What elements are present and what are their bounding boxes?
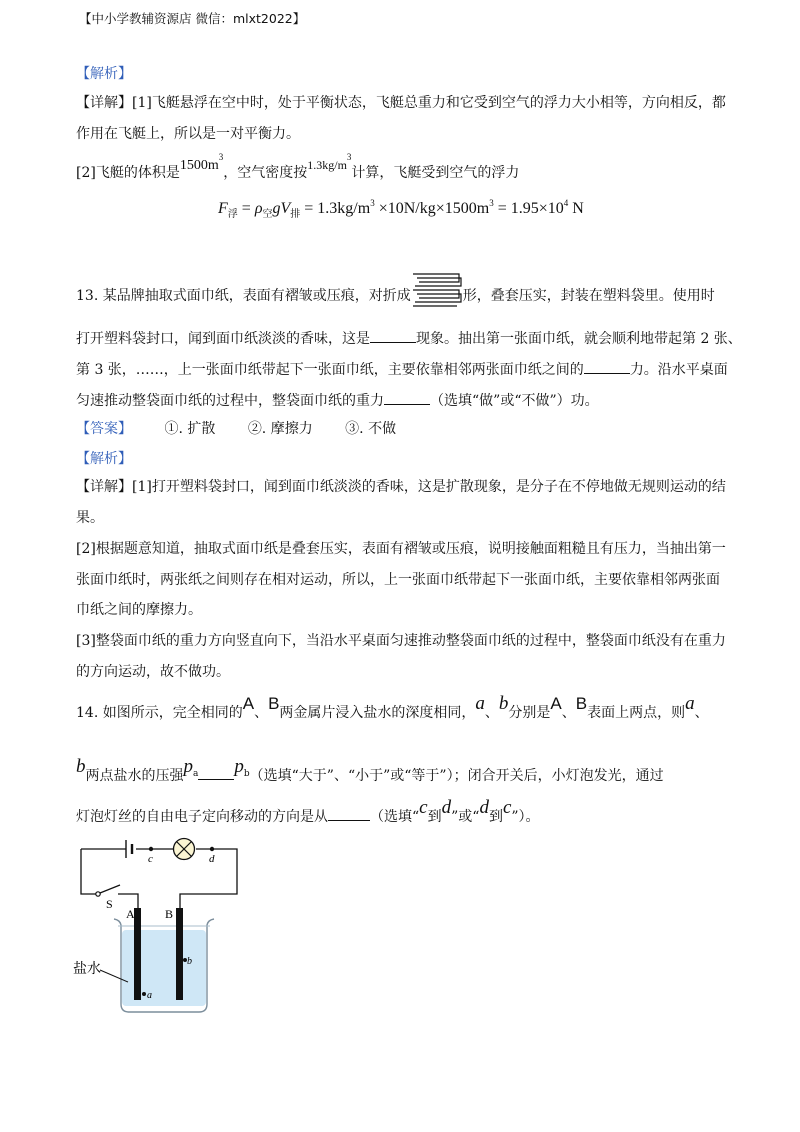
q12-detail-line-3: [2]飞艇的体积是$1500m^3$，空气密度按$1.3kg/m^3$计算，飞艇受到空气的浮力: [76, 152, 520, 181]
label-a: a: [147, 990, 152, 1001]
q13-line-1: 13. 某品牌抽取式面巾纸，表面有褶皱或压痕，对折成 形，叠套压实，封装在塑料袋里。使用时: [76, 276, 715, 316]
q14-line-3: 灯泡灯丝的自由电子定向移动的方向是从 （选填“c到d”或“d到c”）。: [76, 797, 540, 825]
q12-detail-line-2: 作用在飞艇上，所以是一对平衡力。: [76, 126, 300, 142]
watermark-text: 【中小学教辅资源店 微信：mlxt2022】: [79, 11, 306, 26]
q13-detail-2b: 张面巾纸时，两张纸之间则存在相对运动，所以，上一张面巾纸带起下一张面巾纸，主要依靠相邻两张面: [76, 572, 720, 588]
switch-label: S: [106, 897, 113, 911]
beaker: [114, 919, 214, 1012]
analysis-tag: 【解析】: [76, 66, 132, 82]
metal-plate-a: [134, 908, 141, 1000]
q14-line-1: 14. 如图所示，完全相同的A、B两金属片浸入盐水的深度相同，a、b分别是A、B表面上两点，则a、: [76, 693, 709, 721]
blank-4: [198, 765, 234, 780]
switch-lever[interactable]: [100, 885, 120, 893]
q13-line-3: 第 3 张，……，上一张面巾纸带起下一张面巾纸，主要依靠相邻两张面巾纸之间的 力。沿水平桌面: [76, 359, 728, 380]
switch-pivot: [96, 892, 100, 896]
q13-line-4: 匀速推动整袋面巾纸的过程中，整袋面巾纸的重力 （选填“做”或“不做”）功。: [76, 390, 599, 411]
label-d: d: [209, 853, 215, 865]
q13-detail-2: [2]根据题意知道，抽取式面巾纸是叠套压实，表面有褶皱或压痕，说明接触面粗糙且有压力，当抽出第一: [76, 541, 726, 557]
q13-detail-1b: 果。: [76, 510, 104, 526]
label-c: c: [148, 853, 153, 865]
q13-detail-2c: 巾纸之间的摩擦力。: [76, 602, 202, 618]
q12-detail-line-1: 【详解】[1]飞艇悬浮在空中时，处于平衡状态，飞艇总重力和它受到空气的浮力大小相等，方向相反，都: [76, 95, 726, 111]
metal-plate-b: [176, 908, 183, 1000]
circuit-diagram: [70, 836, 250, 1018]
q13-line-2: 打开塑料袋封口，闻到面巾纸淡淡的香味，这是 现象。抽出第一张面巾纸，就会顺利地带起第 2 张、: [76, 328, 742, 349]
buoyancy-formula: $F_浮 = \rho_空gV_排 = 1.3kg/m^3 \times 10N/kg\times 1500m^3 = 1.95\times 10^4$ N: [218, 198, 584, 220]
label-B: B: [165, 907, 174, 921]
answer-tag: 【答案】: [76, 421, 132, 437]
label-salt-water: 盐水: [73, 962, 101, 977]
label-A: A: [126, 907, 135, 921]
blank-3: [384, 390, 430, 405]
point-a: [142, 992, 146, 996]
q13-answer-line: [76, 419, 396, 439]
analysis-tag-2: 【解析】: [76, 451, 132, 467]
point-c: [149, 847, 153, 851]
q13-detail-1: 【详解】[1]打开塑料袋封口，闻到面巾纸淡淡的香味，这是扩散现象，是分子在不停地做无规则运动的结: [76, 479, 726, 495]
label-b: b: [187, 956, 192, 967]
blank-2: [584, 359, 630, 374]
q13-detail-3: [3]整袋面巾纸的重力方向竖直向下，当沿水平桌面匀速推动整袋面巾纸的过程中，整袋面巾纸没有在重力: [76, 633, 726, 649]
answer-1: ①. 扩散: [164, 421, 216, 437]
blank-5: [328, 806, 370, 821]
folded-tissue-icon: [411, 270, 463, 310]
q14-line-2: b两点盐水的压强$p^a$ $p^b$（选填“大于”、“小于”或“等于”）；闭合开关后，小灯泡发光，通过: [76, 756, 664, 784]
q13-detail-3b: 的方向运动，故不做功。: [76, 664, 230, 680]
point-d: [210, 847, 214, 851]
blank-1: [370, 328, 416, 343]
lamp-icon: [174, 839, 195, 860]
answer-3: ③. 不做: [345, 421, 397, 437]
answer-2: ②. 摩擦力: [247, 421, 313, 437]
